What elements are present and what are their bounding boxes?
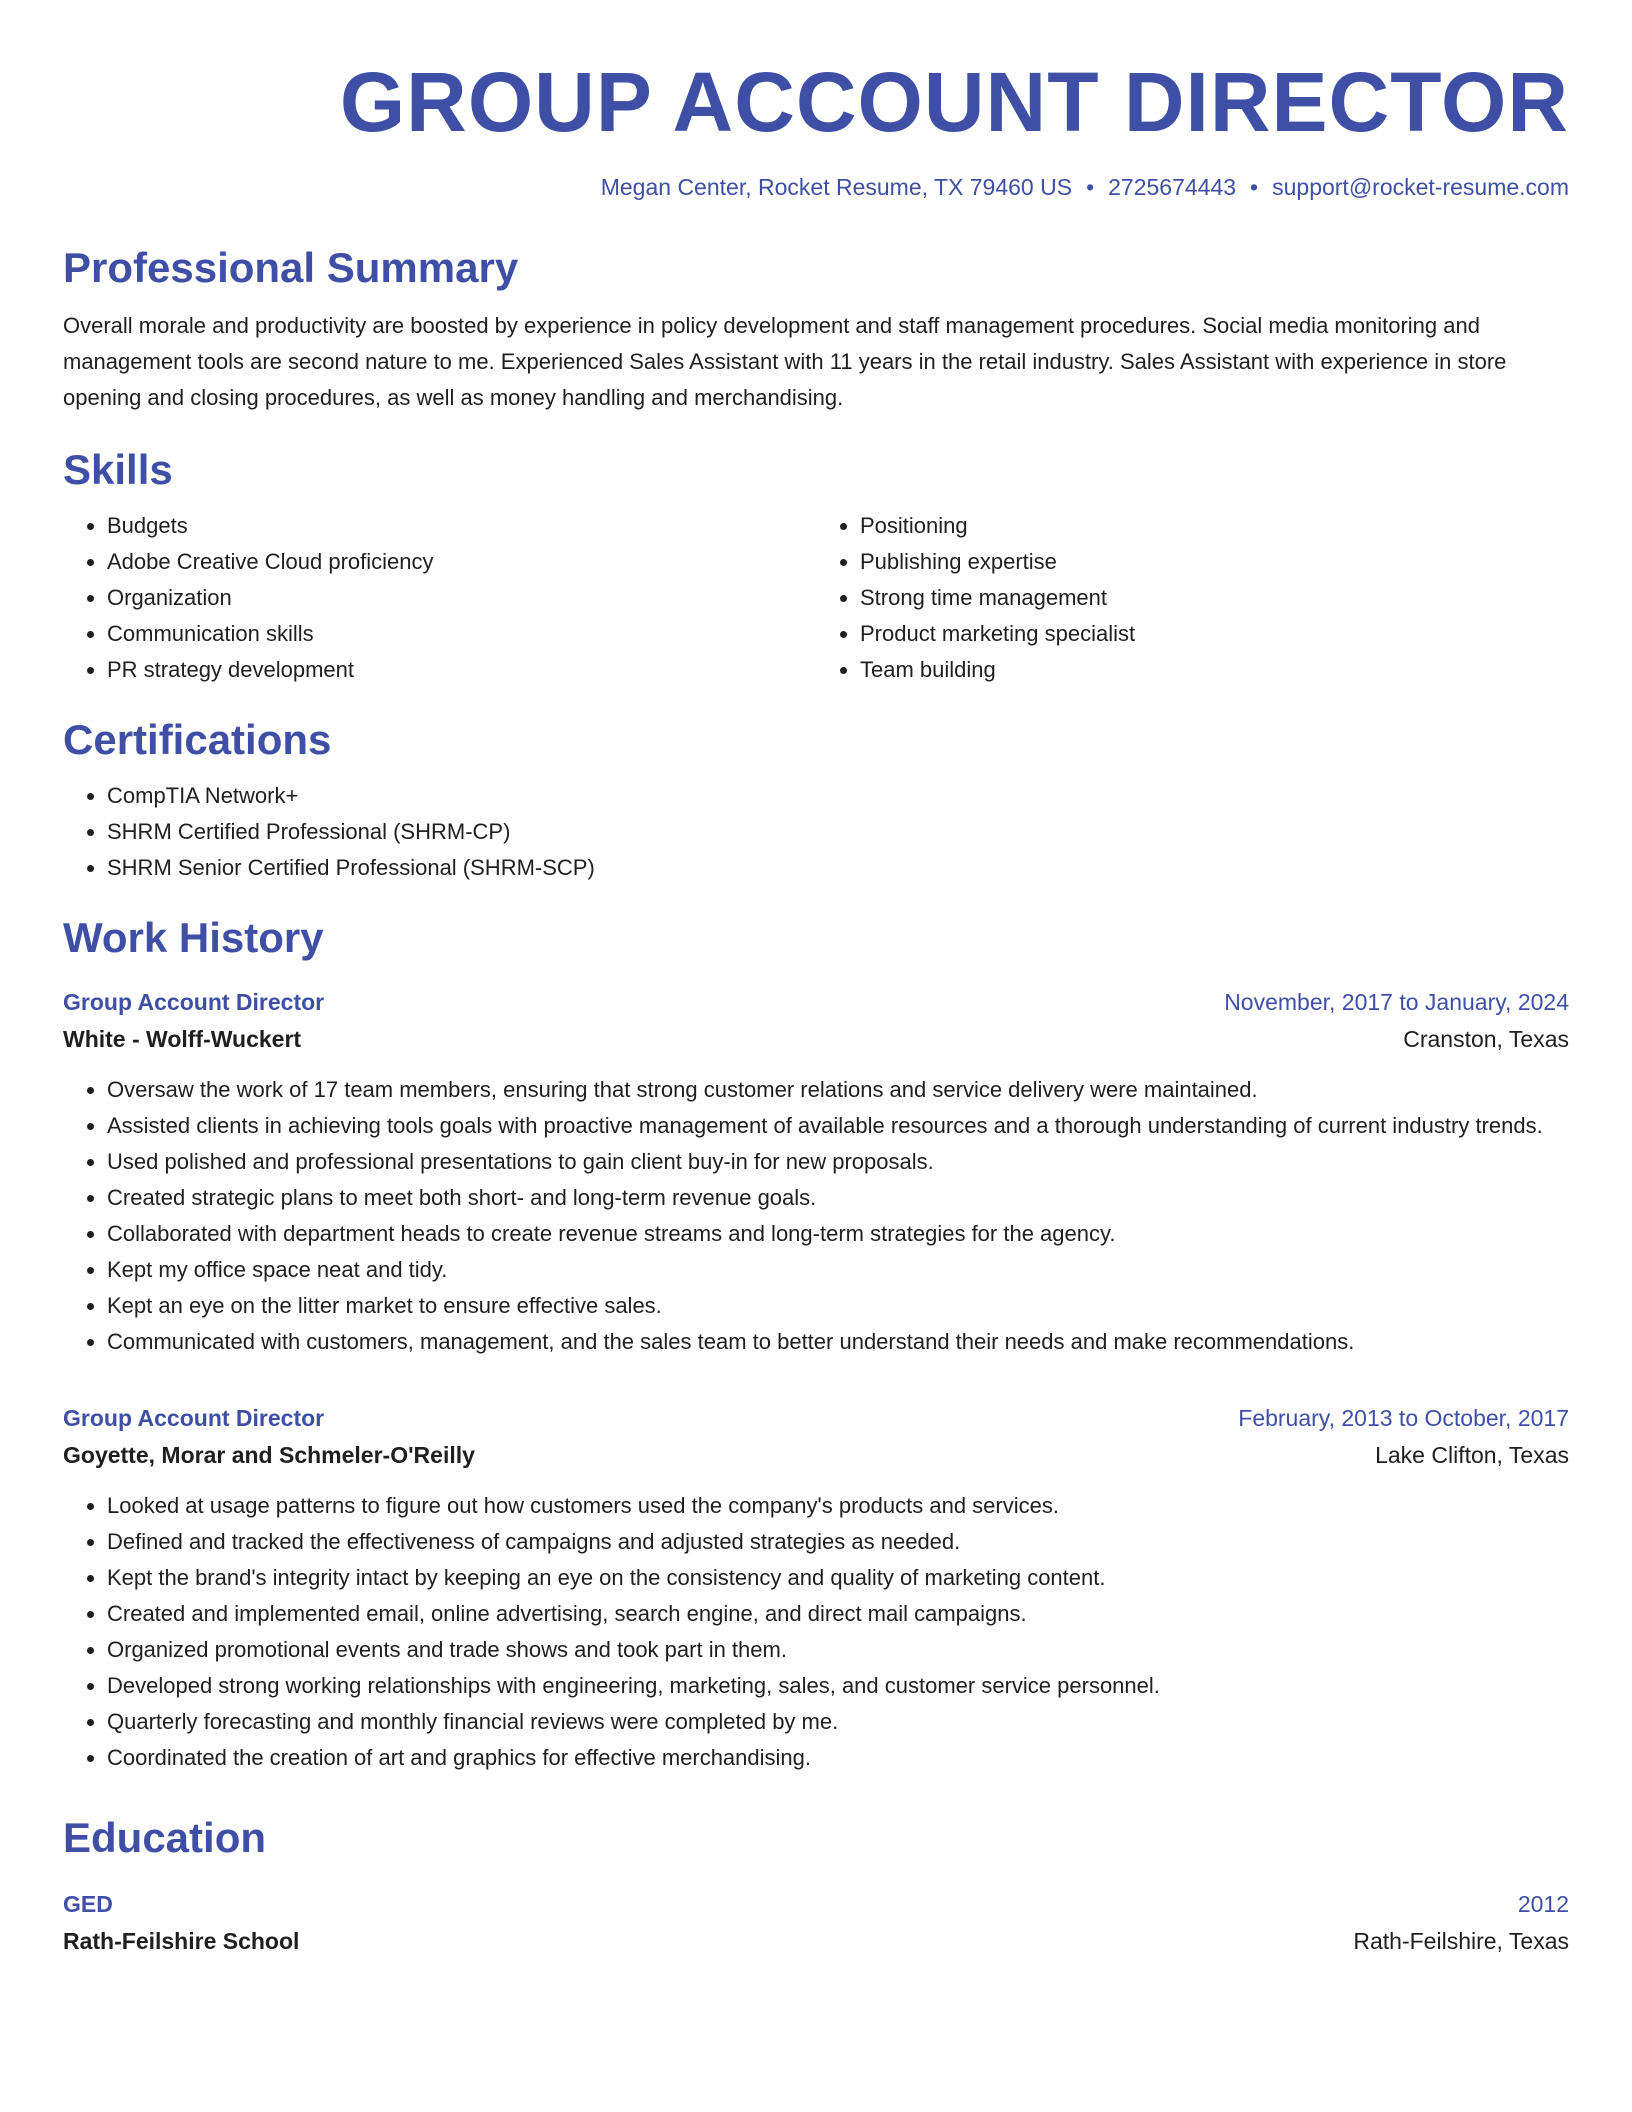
job-bullet: • Kept the brand's integrity intact by keeping an eye on the consistency and quality of marketing content. [107,1560,1569,1596]
job-company: Goyette, Morar and Schmeler-O'Reilly [63,1442,475,1468]
summary-heading: Professional Summary [63,244,519,291]
job-header-row [63,1400,1569,1436]
work-history-heading: Work History [63,914,324,961]
contact-line [63,172,1569,202]
job-company-row [63,1436,1569,1474]
job-location: Cranston, Texas [1403,1026,1569,1052]
contact-email: support@rocket-resume.com [1272,174,1569,200]
job-entry [63,984,1569,1360]
job-bullet: • Kept an eye on the litter market to ensure effective sales. [107,1288,1569,1324]
job-bullet: • Oversaw the work of 17 team members, ensuring that strong customer relations and service delivery were maintained. [107,1072,1569,1108]
job-company-row [63,1020,1569,1058]
education-location: Rath-Feilshire, Texas [1353,1928,1569,1954]
job-bullet: • Developed strong working relationships with engineering, marketing, sales, and customer service personnel. [107,1668,1569,1704]
certification-item: • SHRM Senior Certified Professional (SHRM-SCP) [107,850,1569,886]
education-year: 2012 [1517,1891,1569,1917]
skill-item: • Product marketing specialist [860,616,1569,652]
job-bullet: • Kept my office space neat and tidy. [107,1252,1569,1288]
job-bullet: • Used polished and professional presentations to gain client buy-in for new proposals. [107,1144,1569,1180]
job-bullet: • Created strategic plans to meet both short- and long-term revenue goals. [107,1180,1569,1216]
skill-item: • Budgets [107,508,816,544]
contact-separator: • [1250,174,1259,200]
skill-item: • Strong time management [860,580,1569,616]
education-entry [63,1886,1569,1960]
contact-address: Megan Center, Rocket Resume, TX 79460 US [600,174,1073,200]
job-bullet: • Quarterly forecasting and monthly financial reviews were completed by me. [107,1704,1569,1740]
skill-item: • Positioning [860,508,1569,544]
job-bullet: • Communicated with customers, management, and the sales team to better understand their needs and make recommendations. [107,1324,1569,1360]
education-header-row [63,1886,1569,1922]
certification-item: • CompTIA Network+ [107,778,1569,814]
job-bullets [63,1488,1569,1776]
certifications-list [63,778,1569,886]
certification-item: • SHRM Certified Professional (SHRM-CP) [107,814,1569,850]
skill-item: • Communication skills [107,616,816,652]
resume-title: GROUP ACCOUNT DIRECTOR [339,55,1569,149]
skill-item: • Team building [860,652,1569,688]
job-header-row [63,984,1569,1020]
education-heading: Education [63,1814,267,1861]
job-dates: February, 2013 to October, 2017 [1238,1405,1569,1431]
job-bullet: • Coordinated the creation of art and graphics for effective merchandising. [107,1740,1569,1776]
job-bullet: • Organized promotional events and trade shows and took part in them. [107,1632,1569,1668]
skills-list-left [63,508,816,688]
skill-item: • Organization [107,580,816,616]
certifications-heading: Certifications [63,716,332,763]
job-bullet: • Assisted clients in achieving tools goals with proactive management of available resources and a thorough understanding of current industry trends. [107,1108,1569,1144]
skill-item: • Adobe Creative Cloud proficiency [107,544,816,580]
education-degree: GED [63,1891,113,1917]
job-company: White - Wolff-Wuckert [63,1026,302,1052]
skills-list-right [816,508,1569,688]
education-school: Rath-Feilshire School [63,1928,300,1954]
job-bullet: • Looked at usage patterns to figure out how customers used the company's products and services. [107,1488,1569,1524]
job-bullet: • Defined and tracked the effectiveness of campaigns and adjusted strategies as needed. [107,1524,1569,1560]
job-location: Lake Clifton, Texas [1375,1442,1569,1468]
skills-columns [63,508,1569,688]
job-role: Group Account Director [63,989,325,1015]
job-dates: November, 2017 to January, 2024 [1224,989,1569,1015]
job-bullet: • Created and implemented email, online advertising, search engine, and direct mail campaigns. [107,1596,1569,1632]
contact-phone: 2725674443 [1108,174,1237,200]
job-bullet: • Collaborated with department heads to create revenue streams and long-term strategies for the agency. [107,1216,1569,1252]
contact-separator: • [1086,174,1095,200]
job-role: Group Account Director [63,1405,325,1431]
summary-text: Overall morale and productivity are boosted by experience in policy development and staff management procedures. Social media monitoring and management tools are second nature to me. Experienced Sales Assistant with 11 years in the retail industry. Sales Assistant with experience in store opening and closing procedures, as well as money handling and merchandising. [63,313,1507,410]
education-school-row [63,1922,1569,1960]
job-entry [63,1400,1569,1776]
job-bullets [63,1072,1569,1360]
skill-item: • PR strategy development [107,652,816,688]
skills-heading: Skills [63,446,173,493]
skill-item: • Publishing expertise [860,544,1569,580]
